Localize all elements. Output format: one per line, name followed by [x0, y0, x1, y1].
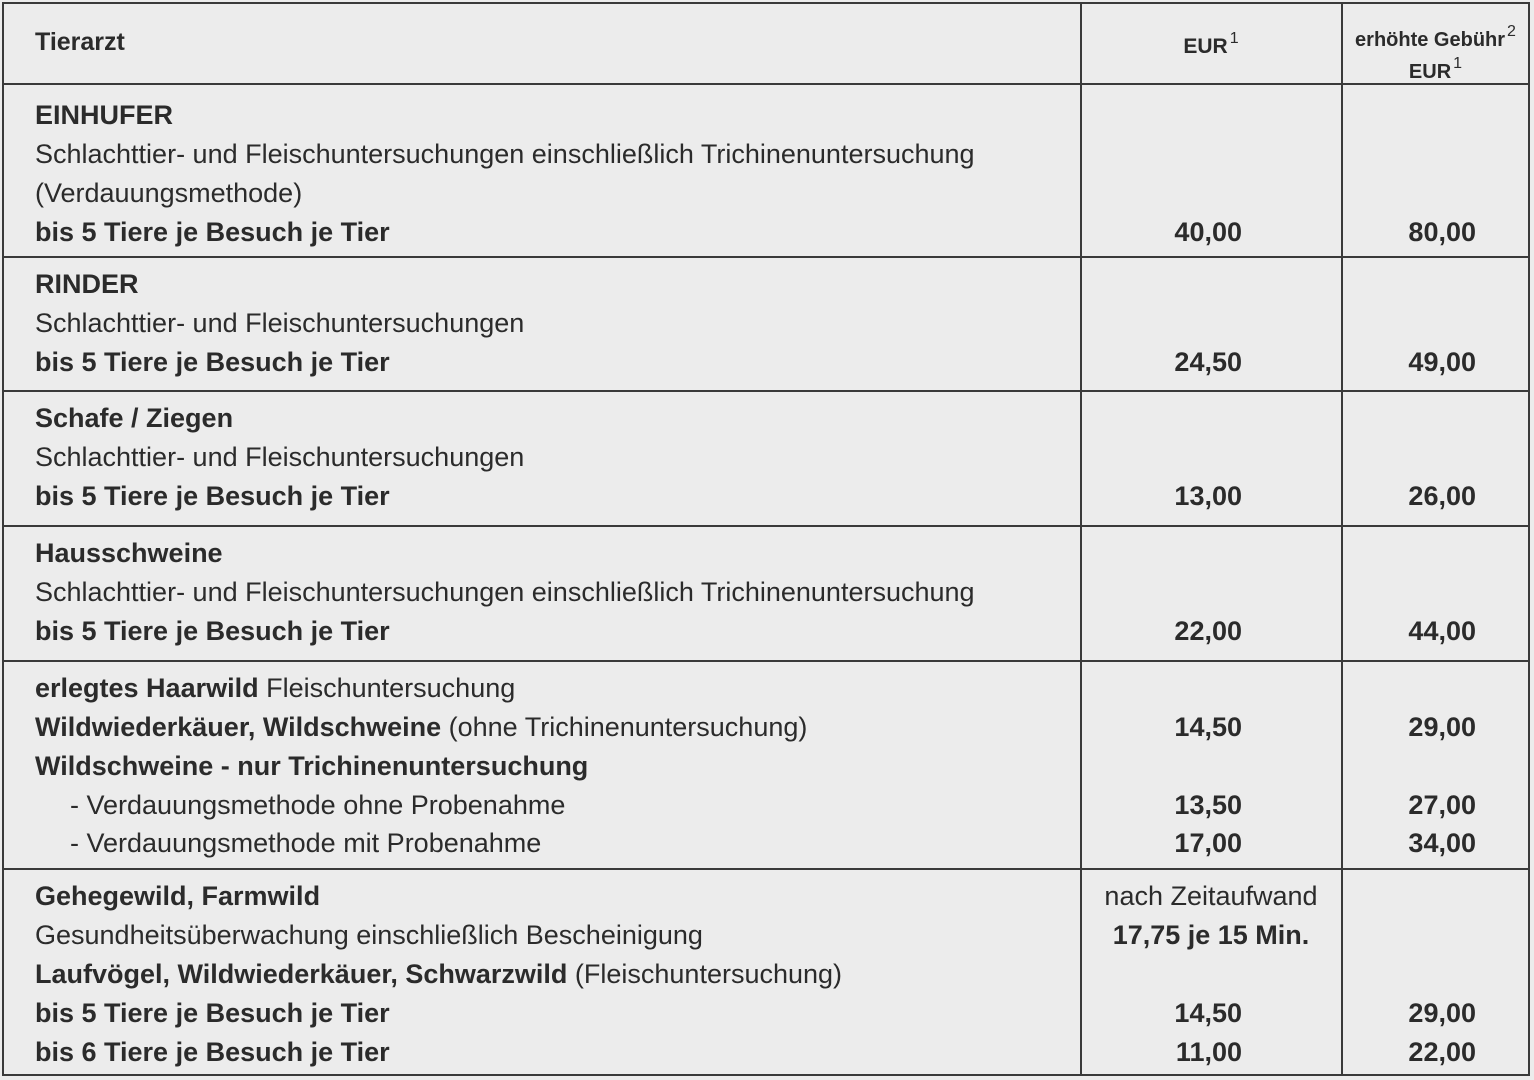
section-title: RINDER — [35, 269, 139, 299]
fee-eur: 14,50 — [1174, 998, 1242, 1028]
rate-label: bis 6 Tiere je Besuch je Tier — [35, 1037, 390, 1067]
rate-label: bis 5 Tiere je Besuch je Tier — [35, 217, 390, 247]
row-haarwild — [4, 660, 1528, 868]
fee-eur: 14,50 — [1174, 712, 1242, 742]
item-line: Wildwiederkäuer, Wildschweine (ohne Trichinenuntersuchung) — [35, 712, 808, 742]
description: Schlachttier- und Fleischuntersuchungen einschließlich Trichinenuntersuchung — [35, 139, 975, 169]
fee-erhoeht: 34,00 — [1408, 828, 1476, 858]
description: Schlachttier- und Fleischuntersuchungen — [35, 308, 525, 338]
fee-eur: 13,00 — [1174, 481, 1242, 511]
fee-erhoeht: 44,00 — [1408, 616, 1476, 646]
item-line: Wildschweine - nur Trichinenuntersuchung — [35, 751, 589, 781]
section-title: Hausschweine — [35, 538, 223, 568]
row-schafe-ziegen — [4, 390, 1528, 525]
rate-label: bis 5 Tiere je Besuch je Tier — [35, 347, 390, 377]
header-erhoehte-gebuehr: erhöhte Gebühr $^2$ EUR $^1$ — [1355, 23, 1516, 83]
fee-erhoeht: 29,00 — [1408, 712, 1476, 742]
description: Schlachttier- und Fleischuntersuchungen — [35, 442, 525, 472]
section-title: EINHUFER — [35, 100, 174, 130]
item-line: - Verdauungsmethode ohne Probenahme — [70, 790, 566, 820]
rate-label: bis 5 Tiere je Besuch je Tier — [35, 998, 390, 1028]
fee-eur: 24,50 — [1174, 347, 1242, 377]
fee-erhoeht: 26,00 — [1408, 481, 1476, 511]
description: Schlachttier- und Fleischuntersuchungen einschließlich Trichinenuntersuchung — [35, 577, 975, 607]
item-line: Laufvögel, Wildwiederkäuer, Schwarzwild (Fleischuntersuchung) — [35, 959, 843, 989]
time-based-note: nach Zeitaufwand — [1104, 881, 1318, 911]
section-title: Schafe / Ziegen — [35, 403, 234, 433]
description: Gesundheitsüberwachung einschließlich Bescheinigung — [35, 920, 703, 950]
section-title: erlegtes Haarwild Fleischuntersuchung — [35, 673, 516, 703]
header-tierarzt: Tierarzt — [35, 28, 125, 56]
fee-erhoeht: 49,00 — [1408, 347, 1476, 377]
header-eur: EUR $^1$ — [1183, 30, 1239, 58]
section-title: Gehegewild, Farmwild — [35, 881, 321, 911]
fee-eur: 11,00 — [1175, 1037, 1242, 1067]
fee-eur: 13,50 — [1174, 790, 1242, 820]
footnote-1: 1 — [1229, 30, 1239, 47]
fee-erhoeht: 80,00 — [1408, 217, 1476, 247]
row-rinder — [4, 256, 1528, 390]
rate-label: bis 5 Tiere je Besuch je Tier — [35, 481, 390, 511]
fee-erhoeht: 22,00 — [1408, 1037, 1476, 1067]
rate-label: bis 5 Tiere je Besuch je Tier — [35, 616, 390, 646]
fee-eur: 22,00 — [1174, 616, 1242, 646]
row-gehegewild — [4, 868, 1528, 1076]
fee-table — [2, 2, 1530, 1076]
fee-erhoeht: 27,00 — [1408, 790, 1476, 820]
footnote-2: 2 — [1507, 23, 1516, 40]
fee-eur: 17,00 — [1174, 828, 1242, 858]
description: (Verdauungsmethode) — [35, 178, 303, 208]
fee-eur: 40,00 — [1174, 217, 1242, 247]
row-einhufer — [4, 83, 1528, 256]
time-based-rate: 17,75 je 15 Min. — [1112, 920, 1310, 950]
header-row — [4, 4, 1528, 83]
footnote-1: 1 — [1453, 55, 1463, 72]
row-hausschweine — [4, 525, 1528, 660]
item-line: - Verdauungsmethode mit Probenahme — [70, 828, 542, 858]
fee-erhoeht: 29,00 — [1408, 998, 1476, 1028]
